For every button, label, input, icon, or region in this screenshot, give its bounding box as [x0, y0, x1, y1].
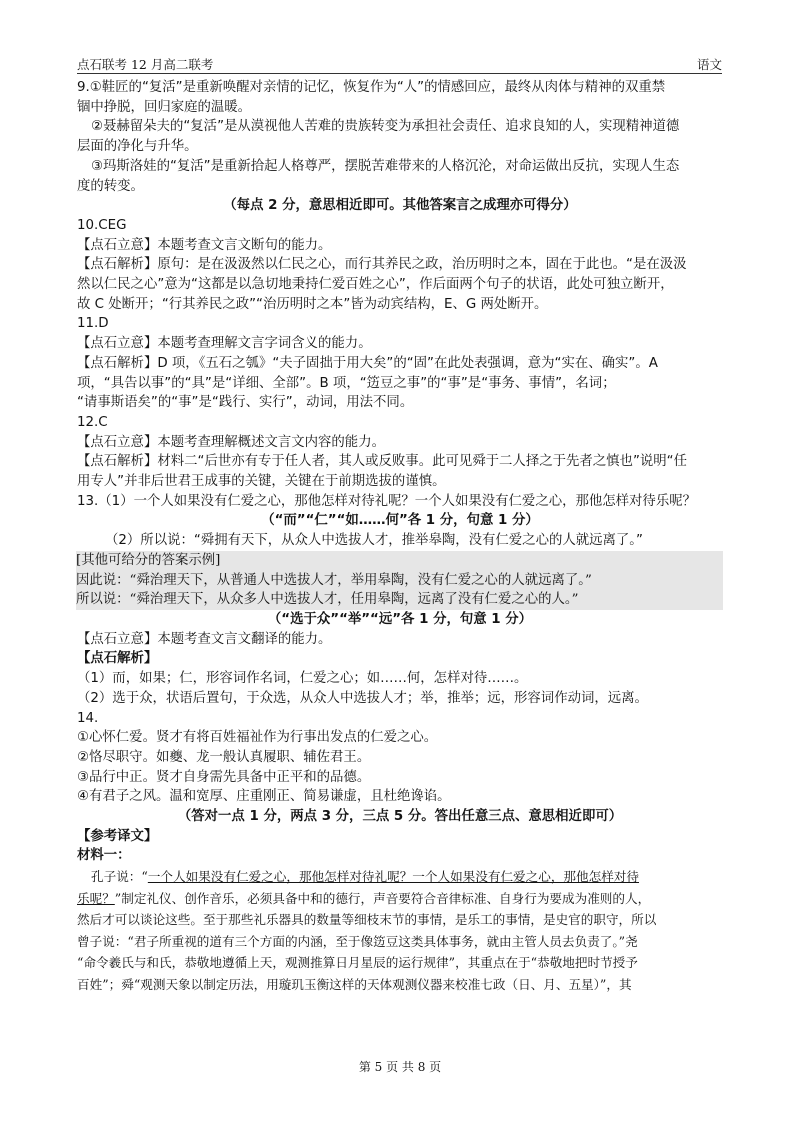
q9-line: 9.①鞋匠的“复活”是重新唤醒对亲情的记忆，恢复作为“人”的情感回应，最终从肉体与精神的双重禁	[77, 80, 666, 95]
q13-intent: 【点石立意】本题考查文言文翻译的能力。	[77, 631, 332, 647]
page-number-footer: 第 5 页 共 8 页	[358, 1060, 442, 1074]
q12-analysis-line: 【点石解析】材料二“后世亦有专于任人者，其人或反败事。此可见舜于二人择之于先者之慎也”说明“任	[77, 454, 687, 470]
q13-translation-2: （2）所以说：“舜拥有天下，从众人中选拔人才，推举皋陶，没有仁爱之心的人就远离了。”	[105, 533, 643, 549]
alternative-answers-title: [其他可给分的答案示例]	[76, 552, 221, 568]
q12-analysis-line: 用专人”并非后世君王成事的关键，关键在于前期选拔的谨慎。	[77, 474, 446, 490]
header-subject: 语文	[696, 57, 722, 72]
q14-point: ④有君子之风。温和宽厚、庄重刚正、简易谦虚，且杜绝谗谄。	[77, 789, 451, 805]
q13-analysis-line: （1）而，如果；仁，形容词作名词，仁爱之心；如……何，怎样对待……。	[77, 671, 528, 687]
q10-analysis-line: 然以仁民之心”意为“这都是以急切地秉持仁爱百姓之心”，作后面两个句子的状语，此处可独立断开，	[77, 277, 674, 293]
q10-analysis-line: 【点石解析】原句：是在汲汲然以仁民之心，而行其养民之政，治历明时之本，固在于此也。“是在汲汲	[77, 257, 687, 273]
q14-point: ②恪尽职守。如夔、龙一般认真履职、辅佐君王。	[77, 749, 371, 765]
q10-intent: 【点石立意】本题考查文言文断句的能力。	[77, 237, 332, 253]
q14-scoring-note: （答对一点 1 分，两点 3 分，三点 5 分。答出任意三点、意思相近即可）	[177, 809, 623, 825]
material-one-label: 材料一：	[77, 848, 131, 864]
q14-point: ①心怀仁爱。贤才有将百姓福祉作为行事出发点的仁爱之心。	[77, 730, 438, 746]
q9-line: 度的转变。	[77, 178, 144, 194]
translation-text: ”制定礼仪、创作音乐，必须具备中和的德行，声音要符合音律标准、自身行为要成为准则的人，	[114, 890, 651, 906]
q12-intent: 【点石立意】本题考查理解概述文言文内容的能力。	[77, 434, 385, 450]
q13-scoring-note: （“而”“仁”“如……何”各 1 分，句意 1 分）	[261, 513, 539, 529]
q9-line: 锢中挣脱，回归家庭的温暖。	[77, 99, 252, 115]
alternative-answer: 因此说：“舜治理天下，从普通人中选拔人才，举用皋陶，没有仁爱之心的人就远离了。”	[76, 572, 592, 588]
underlined-translation: 一个人如果没有仁爱之心，那他怎样对待礼呢？一个人如果没有仁爱之心，那他怎样对待	[147, 869, 639, 885]
q11-answer: 11.D	[77, 316, 109, 332]
translation-text: 孔子说：“	[91, 869, 148, 885]
translation-line: 曾子说：“君子所重视的道有三个方面的内涵，至于像笾豆这类具体事务，就由主管人员去负责了。”尧	[77, 933, 638, 949]
q10-answer: 10.CEG	[77, 217, 127, 233]
underlined-translation: 乐呢？	[77, 890, 115, 906]
alternative-answers-box	[76, 551, 723, 610]
reference-translation-heading: 【参考译文】	[77, 828, 158, 844]
page-header	[77, 55, 722, 74]
q13-scoring-note: （“选于众”“举”“远”各 1 分，句意 1 分）	[267, 611, 533, 627]
q14-point: ③品行中正。贤才自身需先具备中正平和的品德。	[77, 769, 371, 785]
q12-answer: 12.C	[77, 414, 108, 430]
q9-line: 层面的净化与升华。	[77, 139, 198, 155]
translation-line: 然后才可以谈论这些。至于那些礼乐器具的数量等细枝末节的事情，是乐工的事情，是史官的职守，所以	[77, 912, 657, 928]
q14-number: 14.	[77, 710, 99, 726]
answer-content	[77, 78, 723, 995]
alternative-answer: 所以说：“舜治理天下，从众多人中选拔人才，任用皋陶，远离了没有仁爱之心的人。”	[76, 592, 579, 608]
q13-analysis-heading: 【点石解析】	[77, 651, 158, 667]
q9-line: ③玛斯洛娃的“复活”是重新拾起人格尊严，摆脱苦难带来的人格沉沦，对命运做出反抗，实现人生态	[91, 158, 680, 174]
q13-analysis-line: （2）选于众，状语后置句，于众选，从众人中选拔人才；举，推举；远，形容词作动词，远离。	[77, 690, 648, 706]
q10-analysis-line: 故 C 处断开；“行其养民之政”“治历明时之本”皆为动宾结构，E、G 两处断开。	[77, 296, 548, 312]
q11-analysis-line: 【点石解析】D 项，《五石之瓠》“夫子固拙于用大矣”的“固”在此处表强调，意为“实在、确实”。A	[77, 355, 658, 371]
translation-line: “命令羲氏与和氏，恭敬地遵循上天，观测推算日月星辰的运行规律”，其重点在于“恭敬地把时节授予	[77, 955, 638, 971]
translation-line: 百姓”；舜“观测天象以制定历法，用璇玑玉衡这样的天体观测仪器来校准七政（日、月、五星）”，其	[77, 976, 632, 992]
q9-scoring-note: （每点 2 分，意思相近即可。其他答案言之成理亦可得分）	[223, 198, 577, 214]
q11-analysis-line: “请事斯语矣”的“事”是“践行、实行”，动词，用法不同。	[77, 395, 414, 411]
q13-translation-1: 13.（1）一个人如果没有仁爱之心，那他怎样对待礼呢？一个人如果没有仁爱之心，那他怎样对待乐呢？	[77, 493, 696, 509]
q11-analysis-line: 项，“具告以事”的“具”是“详细、全部”。B 项，“笾豆之事”的“事”是“事务、事情”，名词；	[77, 375, 616, 391]
reference-translation-text	[77, 866, 723, 995]
q9-line: ②聂赫留朵夫的“复活”是从漠视他人苦难的贵族转变为承担社会责任、追求良知的人，实现精神道德	[91, 119, 680, 135]
header-exam-title: 点石联考 12 月高二联考	[77, 57, 214, 72]
q11-intent: 【点石立意】本题考查理解文言字词含义的能力。	[77, 336, 372, 352]
